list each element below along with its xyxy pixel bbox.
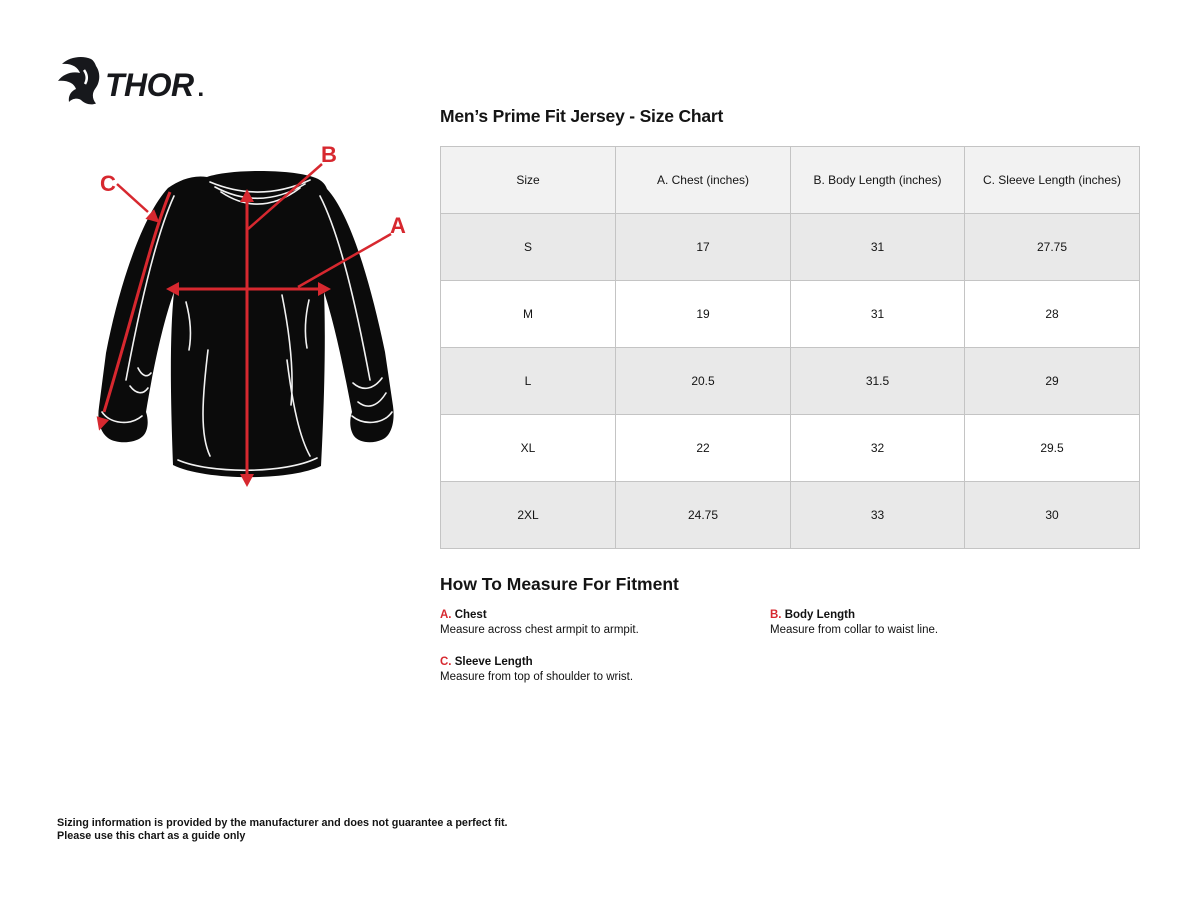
- how-to-measure-grid: [440, 608, 1140, 685]
- table-cell: 17: [616, 214, 791, 281]
- table-cell: 29.5: [965, 415, 1140, 482]
- table-row-2xl: [441, 482, 1140, 549]
- table-row-m: [441, 281, 1140, 348]
- jersey-measurement-diagram: [50, 140, 430, 500]
- table-cell: 28: [965, 281, 1140, 348]
- table-row-xl: [441, 415, 1140, 482]
- measure-description: Measure across chest armpit to armpit.: [440, 624, 639, 637]
- measure-letter: C.: [440, 655, 452, 668]
- measure-label-c: C: [100, 171, 116, 196]
- measure-letter: A.: [440, 609, 452, 621]
- column-header-sleeve: C. Sleeve Length (inches): [965, 147, 1140, 214]
- leader-line-c: [117, 184, 148, 212]
- size-chart-table: [440, 146, 1140, 549]
- thor-logo-text: THOR: [105, 67, 194, 103]
- column-header-chest: A. Chest (inches): [616, 147, 791, 214]
- column-header-body: B. Body Length (inches): [791, 147, 965, 214]
- measure-name: Body Length: [784, 609, 855, 621]
- measure-name: Chest: [454, 609, 487, 621]
- jersey-diagram-svg: [50, 140, 430, 500]
- measure-label-a: A: [390, 213, 406, 238]
- how-to-measure-section: [440, 574, 1140, 685]
- thor-logo: [56, 56, 206, 106]
- page-title: Men’s Prime Fit Jersey - Size Chart: [440, 106, 724, 126]
- table-cell: 2XL: [441, 482, 616, 549]
- table-cell: M: [441, 281, 616, 348]
- table-cell: XL: [441, 415, 616, 482]
- measure-description: Measure from collar to waist line.: [770, 624, 939, 637]
- measure-item-label: [440, 608, 770, 622]
- thor-goat-icon: [58, 57, 99, 104]
- table-cell: 31: [791, 214, 965, 281]
- sizing-disclaimer-line2: Please use this chart as a guide only: [57, 829, 246, 842]
- table-cell: 30: [965, 482, 1140, 549]
- thor-logo-svg: [56, 56, 206, 106]
- sizing-disclaimer-line1: Sizing information is provided by the manufacturer and does not guarantee a perfect fit.: [57, 817, 508, 829]
- table-row-s: [441, 214, 1140, 281]
- column-header-size: Size: [441, 147, 616, 214]
- measure-letter: B.: [770, 609, 782, 621]
- sizing-disclaimer: [57, 817, 508, 843]
- measure-item-label: [440, 655, 770, 669]
- table-cell: 31: [791, 281, 965, 348]
- table-cell: 32: [791, 415, 965, 482]
- table-cell: 19: [616, 281, 791, 348]
- table-cell: 22: [616, 415, 791, 482]
- measure-name: Sleeve Length: [454, 655, 533, 668]
- table-cell: 33: [791, 482, 965, 549]
- table-row-l: [441, 348, 1140, 415]
- measure-item-c: [440, 655, 770, 685]
- table-cell: 31.5: [791, 348, 965, 415]
- measure-label-b: B: [321, 142, 337, 167]
- measure-item-label: [770, 608, 1140, 622]
- table-cell: L: [441, 348, 616, 415]
- table-cell: 29: [965, 348, 1140, 415]
- measure-item-b: [770, 608, 1140, 638]
- how-to-measure-heading: How To Measure For Fitment: [440, 574, 679, 594]
- table-cell: S: [441, 214, 616, 281]
- table-cell: 27.75: [965, 214, 1140, 281]
- table-cell: 20.5: [616, 348, 791, 415]
- measure-item-a: [440, 608, 770, 638]
- table-cell: 24.75: [616, 482, 791, 549]
- measure-description: Measure from top of shoulder to wrist.: [440, 671, 634, 684]
- header-row: [441, 147, 1140, 214]
- logo-trademark-dot: [199, 93, 203, 97]
